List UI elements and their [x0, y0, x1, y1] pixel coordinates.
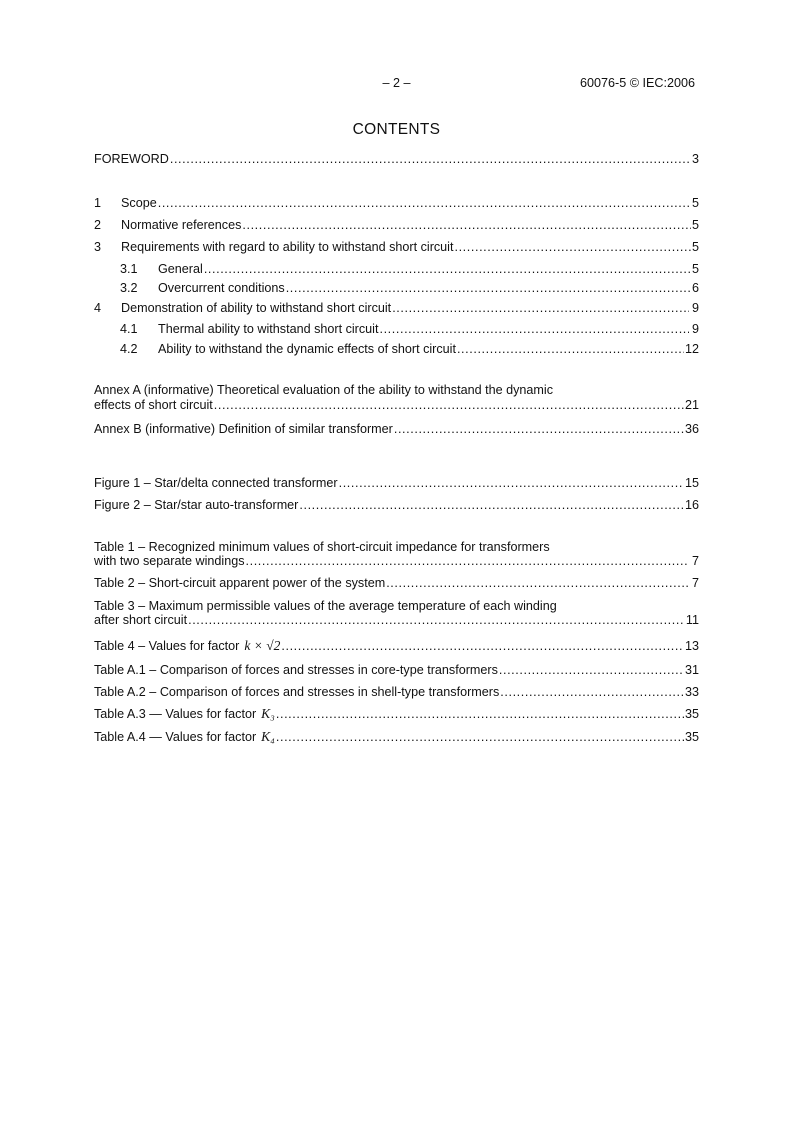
toc-entry-table-2[interactable]	[94, 575, 699, 591]
toc-entry-label: Thermal ability to withstand short circuit	[158, 322, 379, 336]
toc-entry-foreword[interactable]	[94, 151, 699, 167]
toc-entry-label: Overcurrent conditions	[158, 281, 285, 295]
toc-entry-scope[interactable]	[94, 195, 699, 211]
toc-entry-number: 4.1	[120, 322, 138, 336]
toc-entry-annex-a[interactable]	[94, 397, 699, 413]
toc-entry-page: 9	[691, 301, 699, 315]
toc-entry-general[interactable]	[120, 261, 699, 277]
toc-entry-page: 11	[685, 613, 699, 627]
toc-entry-page: 5	[691, 218, 699, 232]
toc-entry-page: 16	[684, 498, 699, 512]
toc-entry-table-a2[interactable]	[94, 684, 699, 700]
toc-entry-label: Requirements with regard to ability to withstand short circuit	[121, 240, 454, 254]
document-reference: 60076-5 © IEC:2006	[579, 76, 695, 90]
toc-entry-label: Ability to withstand the dynamic effects of short circuit	[158, 342, 456, 356]
toc-entry-page: 5	[691, 240, 699, 254]
contents-title: CONTENTS	[352, 121, 441, 138]
toc-entry-thermal-ability[interactable]	[120, 321, 699, 337]
toc-entry-page: 6	[691, 281, 699, 295]
factor-k4-symbol: K₄	[261, 729, 275, 744]
toc-entry-page: 13	[684, 639, 699, 653]
toc-entry-number: 2	[94, 218, 102, 232]
toc-entry-label: Figure 1 – Star/delta connected transformer	[94, 476, 338, 490]
toc-entry-demonstration[interactable]	[94, 300, 699, 316]
toc-entry-label: FOREWORD	[94, 152, 169, 166]
toc-entry-page: 5	[691, 196, 699, 210]
toc-entry-page: 12	[684, 342, 699, 356]
toc-entry-label: Normative references	[121, 218, 242, 232]
toc-entry-page: 21	[684, 398, 699, 412]
toc-entry-page: 36	[684, 422, 699, 436]
toc-entry-normative-references[interactable]	[94, 217, 699, 233]
toc-entry-table-a1[interactable]	[94, 662, 699, 678]
toc-entry-label: effects of short circuit	[94, 398, 213, 412]
toc-entry-page: 35	[684, 730, 699, 744]
toc-entry-number: 1	[94, 196, 102, 210]
toc-entry-label: Table A.4 — Values for factor	[94, 730, 257, 744]
toc-entry-table-3[interactable]	[94, 612, 699, 628]
toc-entry-page: 33	[684, 685, 699, 699]
toc-entry-label: Table A.3 — Values for factor	[94, 707, 257, 721]
toc-entry-dynamic-effects[interactable]	[120, 341, 699, 357]
toc-entry-label: Demonstration of ability to withstand short circuit	[121, 301, 392, 315]
toc-entry-label: Table A.2 – Comparison of forces and stresses in shell-type transformers	[94, 685, 500, 699]
toc-entry-page: 9	[691, 322, 699, 336]
toc-entry-label: with two separate windings	[94, 554, 245, 568]
toc-entry-number: 4	[94, 301, 102, 315]
toc-entry-requirements[interactable]	[94, 239, 699, 255]
toc-entry-page: 31	[684, 663, 699, 677]
toc-entry-number: 4.2	[120, 342, 138, 356]
toc-entry-annex-a-first-line[interactable]: Annex A (informative) Theoretical evaluation of the ability to withstand the dynamic	[94, 383, 553, 397]
page-number: – 2 –	[382, 76, 411, 90]
toc-entry-page: 3	[691, 152, 699, 166]
toc-entry-figure-2[interactable]	[94, 497, 699, 513]
toc-entry-page: 35	[684, 707, 699, 721]
toc-entry-label: Table A.1 – Comparison of forces and stresses in core-type transformers	[94, 663, 498, 677]
toc-entry-table-3-first-line[interactable]: Table 3 – Maximum permissible values of the average temperature of each winding	[94, 599, 557, 613]
toc-entry-label: General	[158, 262, 203, 276]
toc-entry-page: 5	[691, 262, 699, 276]
toc-entry-figure-1[interactable]	[94, 475, 699, 491]
toc-entry-table-4[interactable]	[94, 638, 699, 654]
toc-entry-annex-b[interactable]	[94, 421, 699, 437]
toc-entry-label: Figure 2 – Star/star auto-transformer	[94, 498, 299, 512]
toc-entry-table-a3[interactable]	[94, 706, 699, 722]
toc-entry-label: Table 2 – Short-circuit apparent power of the system	[94, 576, 386, 590]
toc-entry-table-1-first-line[interactable]: Table 1 – Recognized minimum values of short-circuit impedance for transformers	[94, 540, 550, 554]
toc-entry-number: 3.1	[120, 262, 138, 276]
toc-entry-overcurrent-conditions[interactable]	[120, 280, 699, 296]
toc-entry-page: 7	[691, 554, 699, 568]
toc-entry-label: Annex B (informative) Definition of similar transformer	[94, 422, 393, 436]
toc-entry-label: Table 4 – Values for factor	[94, 639, 240, 653]
toc-entry-page: 7	[691, 576, 699, 590]
toc-entry-table-1[interactable]	[94, 553, 699, 569]
toc-entry-number: 3.2	[120, 281, 138, 295]
toc-entry-page: 15	[684, 476, 699, 490]
toc-entry-label: after short circuit	[94, 613, 188, 627]
toc-entry-number: 3	[94, 240, 102, 254]
factor-k-sqrt2-symbol: k × √2	[244, 638, 281, 653]
factor-k3-symbol: K₃	[261, 706, 275, 721]
toc-entry-table-a4[interactable]	[94, 729, 699, 745]
toc-entry-label: Scope	[121, 196, 157, 210]
